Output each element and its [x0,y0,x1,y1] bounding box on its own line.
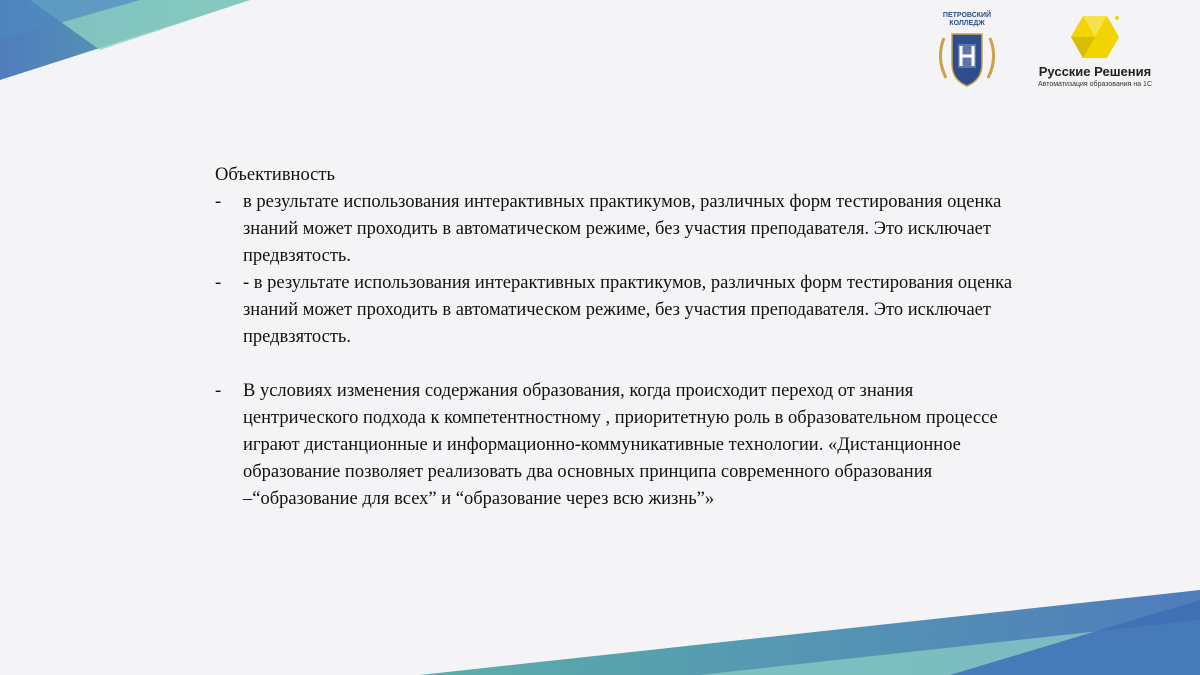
college-logo [928,12,1006,90]
list-item-text: В условиях изменения содержания образования, когда происходит переход от знания центрического подхода к компетентностному , приоритетную роль в образовательном процессе играют дистанционные и информационно-коммуникативные технологии. «Дистанционное образование позволяет реализовать два основных принципа современного образования –“образование для всех” и “образование через всю жизнь”» [243,381,998,509]
college-emblem-icon [932,28,1002,88]
top-left-triangles [0,0,250,80]
list-item [215,270,1015,351]
list-marker: - [215,273,222,293]
college-name-line-1: ПЕТРОВСКИЙ [942,12,992,19]
spacer [215,351,1015,378]
russkie-resheniya-name: Русские Решения [1038,64,1152,79]
college-name [932,12,1002,28]
list-marker: - [215,381,222,401]
logos-area [928,12,1160,90]
list-marker: - [215,192,222,212]
list-item [215,189,1015,270]
list-item [215,378,1015,513]
section-heading: Объективность [215,165,335,185]
bottom-right-triangles [420,590,1200,675]
russkie-resheniya-logo [1030,14,1160,88]
college-name-line-2: КОЛЛЕДЖ [949,20,985,27]
hexagon-logo-icon [1069,14,1121,60]
russkie-resheniya-tagline: Автоматизация образования на 1С [1037,81,1152,88]
main-text [215,162,1015,513]
list-item-text: - в результате использования интерактивных практикумов, различных форм тестирования оценка знаний может проходить в автоматическом режиме, без участия преподавателя. Это исключает предвзятость. [243,273,1013,347]
list-item-text: в результате использования интерактивных практикумов, различных форм тестирования оценка знаний может проходить в автоматическом режиме, без участия преподавателя. Это исключает предвзятость. [243,192,1002,266]
